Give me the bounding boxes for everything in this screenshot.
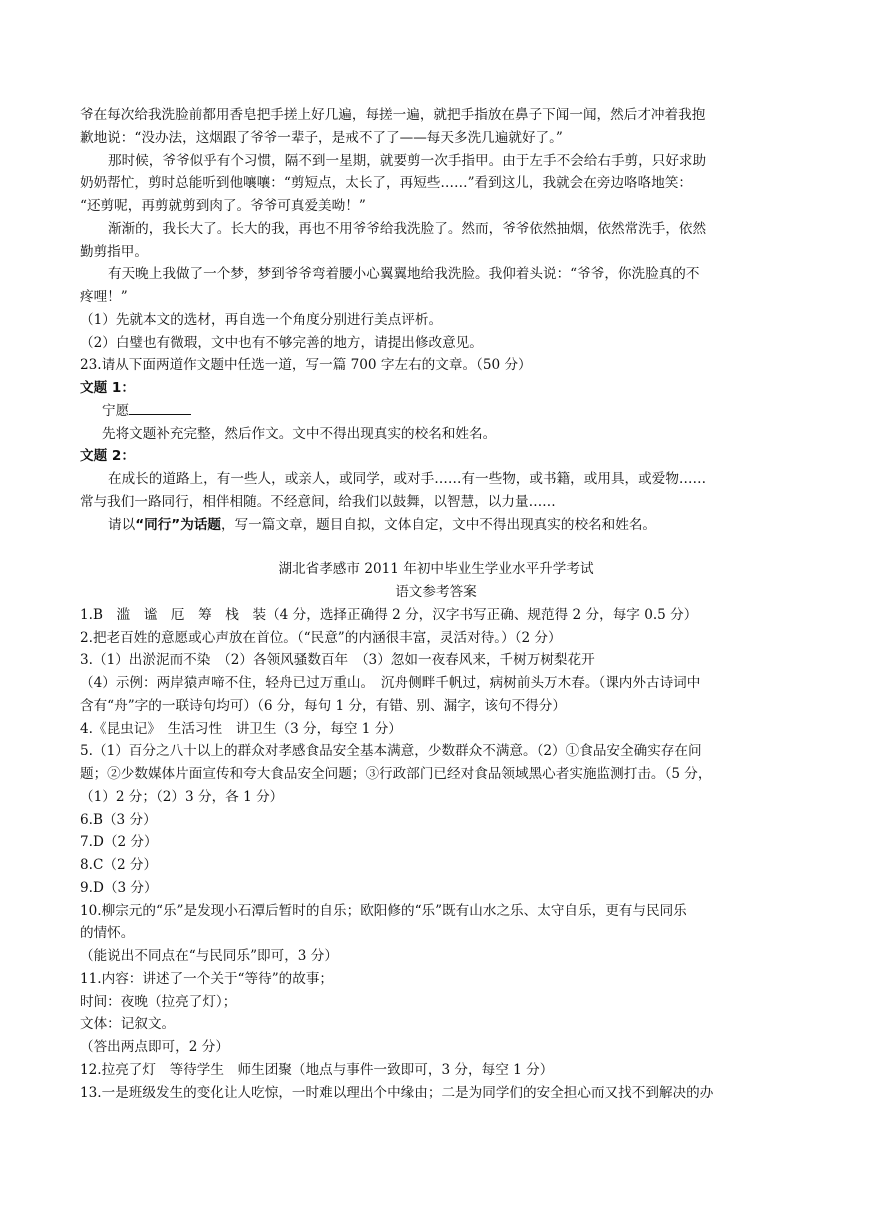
answer-line: 13.一是班级发生的变化让人吃惊，一时难以理出个中缘由；二是为同学们的安全担心而又找不到解决的办 — [80, 1084, 714, 1101]
topic-1-title — [80, 400, 792, 423]
answer-line: （4）示例：两岸猿声啼不住，轻舟已过万重山。 沉舟侧畔千帆过，病树前头万木春。（课内外古诗词中 — [80, 675, 701, 691]
answer-line: 10.柳宗元的“乐”是发现小石潭后暂时的自乐；欧阳修的“乐”既有山水之乐、太守自乐，更有与民同乐 — [80, 902, 687, 919]
essay-line: 勤剪指甲。 — [80, 243, 148, 260]
answer-line: 时间：夜晚（拉亮了灯）； — [80, 993, 237, 1010]
section-gap — [80, 536, 792, 558]
answer-line: （能说出不同点在“与民同乐”即可，3 分） — [80, 948, 338, 964]
essay-line: 渐渐的，我长大了。长大的我，再也不用爷爷给我洗脸了。然而，爷爷依然抽烟，依然常洗手，依然 — [108, 220, 707, 237]
answer-line: 4.《昆虫记》 生活习性 讲卫生（3 分，每空 1 分） — [80, 720, 402, 737]
essay-line: 那时候，爷爷似乎有个习惯，隔不到一星期，就要剪一次手指甲。由于左手不会给右手剪，只好求助 — [108, 152, 707, 169]
topic-1-title-text: 宁愿 — [102, 402, 130, 419]
document-page — [80, 104, 792, 1104]
answers-title: 湖北省孝感市 2011 年初中毕业生学业水平升学考试 — [278, 561, 594, 578]
question-23-prompt: 23.请从下面两道作文题中任选一道，写一篇 700 字左右的文章。（50 分） — [80, 357, 532, 374]
topic-2-instr-post: ，写一篇文章，题目自拟，文体自定，文中不得出现真实的校名和姓名。 — [221, 516, 657, 533]
answer-line: 题；②少数媒体片面宣传和夸大食品安全问题；③行政部门已经对食品领域黑心者实施监测打击。（5 分， — [80, 766, 712, 782]
essay-line: “还剪呢，再剪就剪到肉了。爷爷可真爱美呦！” — [80, 198, 366, 214]
essay-line: 奶奶帮忙，剪时总能听到他嚷嚷：“剪短点，太长了，再短些……”看到这儿，我就会在旁边咯咯地笑： — [80, 175, 693, 192]
topic-2-instr-bold: “同行”为话题 — [135, 516, 222, 533]
answer-line: 7.D（2 分） — [80, 834, 158, 851]
answer-line: 5.（1）百分之八十以上的群众对孝感食品安全基本满意，少数群众不满意。（2）①食品安全确实存在问 — [80, 743, 702, 760]
topic-2-line: 常与我们一路同行，相伴相随。不经意间，给我们以鼓舞，以智慧，以力量…… — [80, 493, 556, 510]
answer-line: 11.内容：讲述了一个关于“等待”的故事； — [80, 970, 334, 987]
answer-line: 1.B 滥 谧 厄 筹 栈 装（4 分，选择正确得 2 分，汉字书写正确、规范得 2 分，每字 0.5 分） — [80, 606, 698, 623]
topic-2-label: 文题 2： — [80, 448, 135, 465]
topic-2-line: 在成长的道路上，有一些人，或亲人，或同学，或对手……有一些物，或书籍，或用具，或爱物…… — [108, 471, 707, 487]
question-22-part-1: （1）先就本文的选材，再自选一个角度分别进行美点评析。 — [80, 311, 443, 328]
topic-1-label: 文题 1： — [80, 380, 135, 396]
answer-line: 文体：记叙文。 — [80, 1016, 176, 1033]
answer-line: 含有“舟”字的一联诗句均可）（6 分，每句 1 分，有错、别、漏字，该句不得分） — [80, 697, 566, 714]
answer-line: 9.D（3 分） — [80, 879, 158, 896]
essay-line: 疼哩！” — [80, 289, 128, 305]
topic-2-instructions — [80, 514, 792, 537]
fill-blank-line — [129, 401, 191, 415]
answers-subtitle: 语文参考答案 — [395, 584, 477, 600]
essay-line: 歉地说：“没办法，这烟跟了爷爷一辈子，是戒不了了——每天多洗几遍就好了。” — [80, 129, 563, 146]
essay-line: 有天晚上我做了一个梦，梦到爷爷弯着腰小心翼翼地给我洗脸。我仰着头说：“爷爷，你洗脸真的不 — [108, 266, 700, 283]
answer-line: 2.把老百姓的意愿或心声放在首位。（“民意”的内涵很丰富，灵活对待。）（2 分） — [80, 629, 562, 646]
topic-1-instructions: 先将文题补充完整，然后作文。文中不得出现真实的校名和姓名。 — [102, 425, 497, 442]
answer-line: 的情怀。 — [80, 925, 135, 942]
answer-line: 8.C（2 分） — [80, 857, 158, 873]
topic-2-instr-pre: 请以 — [108, 516, 136, 533]
answer-line: 6.B（3 分） — [80, 811, 157, 828]
essay-line: 爷在每次给我洗脸前都用香皂把手搓上好几遍，每搓一遍，就把手指放在鼻子下闻一闻，然后才冲着我抱 — [80, 107, 706, 123]
answer-line: 3.（1）出淤泥而不染 （2）各领风骚数百年 （3）忽如一夜春风来，千树万树梨花开 — [80, 652, 595, 669]
answer-line: （1）2 分；（2）3 分，各 1 分） — [80, 788, 284, 805]
question-22-part-2: （2）白璧也有微瑕，文中也有不够完善的地方，请提出修改意见。 — [80, 334, 483, 351]
answer-line: （答出两点即可，2 分） — [80, 1039, 229, 1055]
answer-line: 12.拉亮了灯 等待学生 师生团聚（地点与事件一致即可，3 分，每空 1 分） — [80, 1061, 554, 1078]
